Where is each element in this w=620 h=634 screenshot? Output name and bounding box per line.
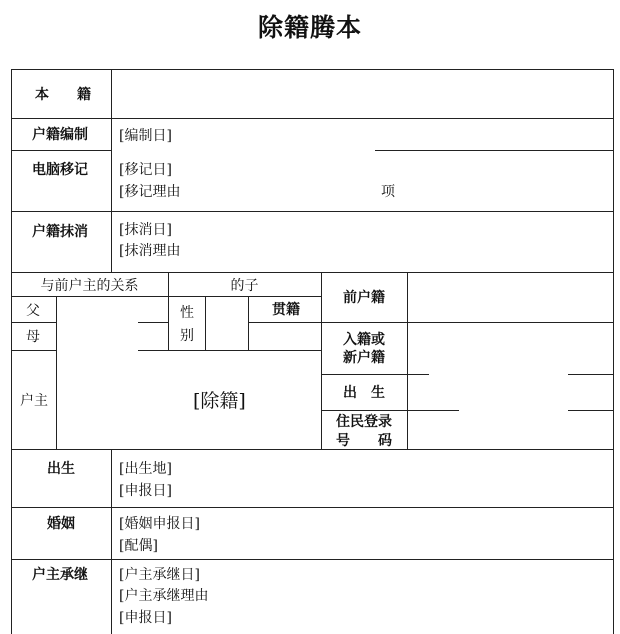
document-title: 除籍腾本: [257, 13, 362, 42]
koseki-shoushou-label: 户籍抹消: [32, 224, 88, 240]
iki-reason-tail: 项: [381, 184, 395, 200]
resident-id-label-2: 号 码: [336, 433, 392, 449]
iki-date: [移记日]: [119, 162, 172, 178]
label-column-divider: [111, 69, 112, 272]
spouse: [配偶]: [119, 538, 158, 554]
shoushou-reason: [抹消理由: [119, 243, 181, 259]
birth-section-label: 出生: [47, 461, 75, 477]
head-divider: [138, 350, 321, 351]
head-divider: [11, 296, 321, 297]
form-top-border: [11, 69, 613, 70]
row-divider: [11, 507, 613, 508]
succession-reason: [户主承继理由: [119, 588, 209, 604]
head-divider: [568, 374, 613, 375]
label-column-divider: [111, 449, 112, 634]
koseki-hensei-label: 户籍编制: [32, 127, 88, 143]
row-divider: [11, 150, 111, 151]
head-divider: [11, 350, 56, 351]
kanseki-label: 贯籍: [272, 302, 300, 318]
form-right-border: [613, 69, 614, 634]
head-divider: [321, 322, 613, 323]
father-label: 父: [26, 303, 40, 319]
dennou-iki-label: 电脑移记: [32, 162, 88, 178]
shoushou-date: [抹消日]: [119, 222, 172, 238]
succession-date: [户主承继日]: [119, 567, 200, 583]
prev-register-label: 前户籍: [343, 290, 385, 306]
marriage-report-date: [婚姻申报日]: [119, 516, 200, 532]
row-divider: [11, 449, 613, 450]
head-divider: [248, 322, 321, 323]
head-label: 户主: [20, 393, 48, 409]
new-register-label-2: 新户籍: [343, 350, 385, 366]
relation-label: 与前户主的关系: [40, 278, 139, 294]
head-divider: [321, 410, 459, 411]
gender-label-1: 性: [180, 305, 194, 321]
row-divider: [11, 559, 613, 560]
new-register-label-1: 入籍或: [343, 332, 385, 348]
row-divider: [11, 118, 613, 119]
resident-id-label-1: 住民登录: [336, 414, 392, 430]
succession-section-label: 户主承继: [32, 567, 88, 583]
head-divider: [205, 296, 206, 350]
iki-reason: [移记理由: [119, 184, 181, 200]
head-divider: [248, 296, 249, 350]
head-divider: [568, 410, 613, 411]
head-divider: [321, 374, 429, 375]
mother-label: 母: [26, 329, 40, 345]
removed-stamp: [除籍]: [193, 390, 246, 412]
honseki-label: 本 籍: [35, 87, 91, 103]
marriage-section-label: 婚姻: [47, 516, 75, 532]
gender-label-2: 别: [180, 328, 194, 344]
succession-report-date: [申报日]: [119, 610, 172, 626]
birth-place: [出生地]: [119, 461, 172, 477]
form-left-border: [11, 69, 12, 634]
head-divider: [407, 272, 408, 449]
birth-report-date: [申报日]: [119, 483, 172, 499]
relation-value: 的子: [230, 278, 259, 294]
row-divider: [375, 150, 613, 151]
row-divider: [11, 211, 613, 212]
row-divider: [11, 272, 613, 273]
head-divider: [56, 296, 57, 449]
hensei-date: [编制日]: [119, 128, 172, 144]
head-divider: [11, 322, 56, 323]
head-divider: [138, 322, 168, 323]
birth-label-head: 出 生: [343, 385, 385, 401]
